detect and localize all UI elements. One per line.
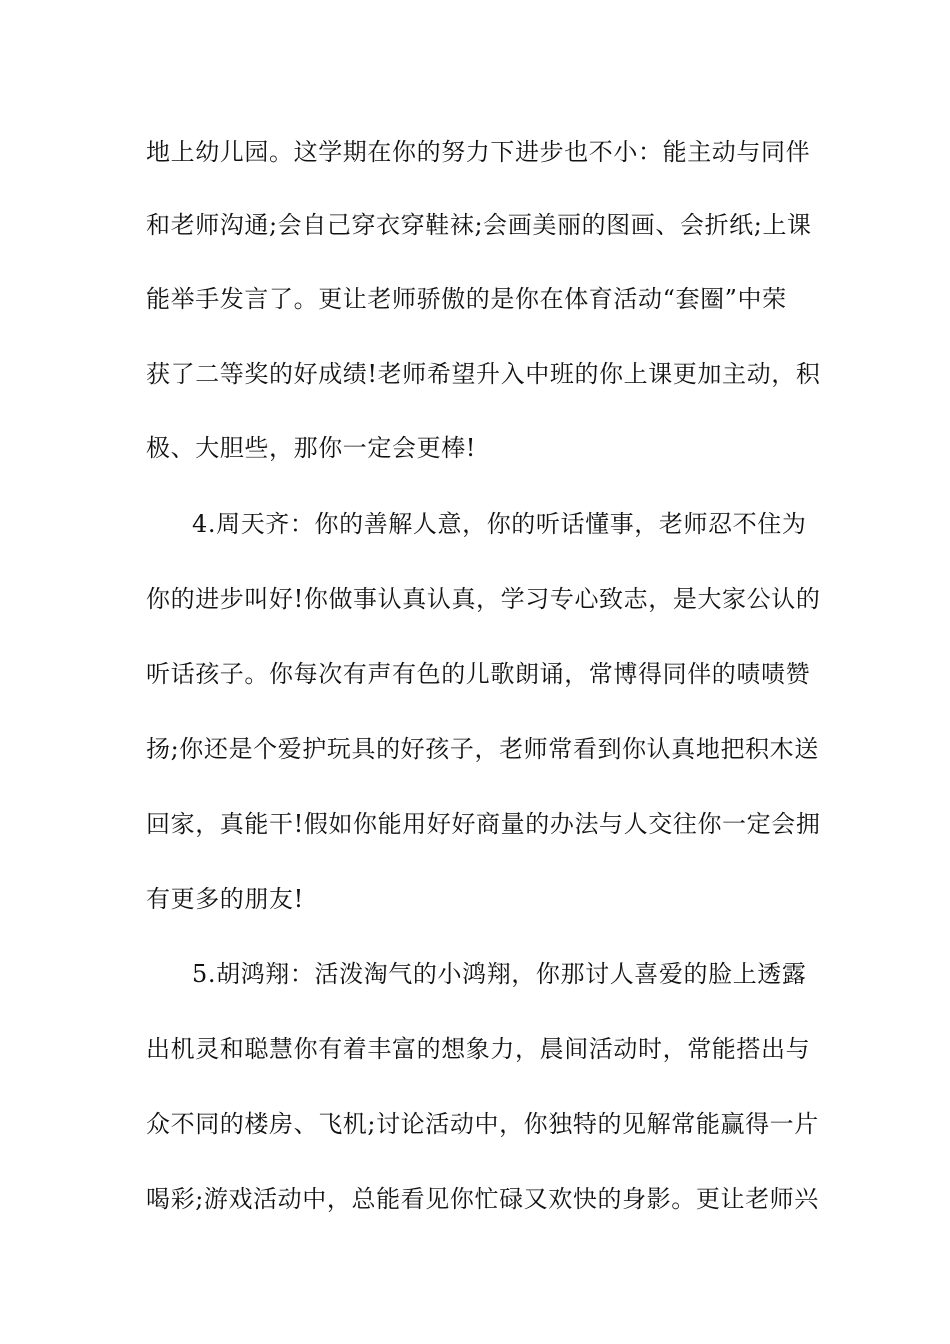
text-line: 你的进步叫好!你做事认真认真，学习专心致志，是大家公认的 [146,585,821,613]
text-line: 能举手发言了。更让老师骄傲的是你在体育活动“套圈”中荣 [146,285,787,313]
text-line: 众不同的楼房、飞机;讨论活动中，你独特的见解常能赢得一片 [146,1110,819,1138]
paragraph-start-line: 4.周天齐：你的善解人意，你的听话懂事，老师忍不住为 [192,510,807,538]
text-line: 听话孩子。你每次有声有色的儿歌朗诵，常博得同伴的啧啧赞 [146,660,811,688]
text-line: 地上幼儿园。这学期在你的努力下进步也不小：能主动与同伴 [146,138,811,166]
text-line: 有更多的朋友! [146,885,304,913]
text-line: 和老师沟通;会自己穿衣穿鞋袜;会画美丽的图画、会折纸;上课 [146,211,812,239]
text-line: 喝彩;游戏活动中，总能看见你忙碌又欢快的身影。更让老师兴 [146,1185,819,1213]
text-line: 扬;你还是个爱护玩具的好孩子，老师常看到你认真地把积木送 [146,735,819,763]
text-line: 回家，真能干!假如你能用好好商量的办法与人交往你一定会拥 [146,810,821,838]
text-line: 出机灵和聪慧你有着丰富的想象力，晨间活动时，常能搭出与 [146,1035,811,1063]
text-line: 获了二等奖的好成绩!老师希望升入中班的你上课更加主动，积 [146,360,821,388]
paragraph-start-line: 5.胡鸿翔：活泼淘气的小鸿翔，你那讨人喜爱的脸上透露 [192,960,807,988]
text-line: 极、大胆些，那你一定会更棒! [146,434,477,462]
